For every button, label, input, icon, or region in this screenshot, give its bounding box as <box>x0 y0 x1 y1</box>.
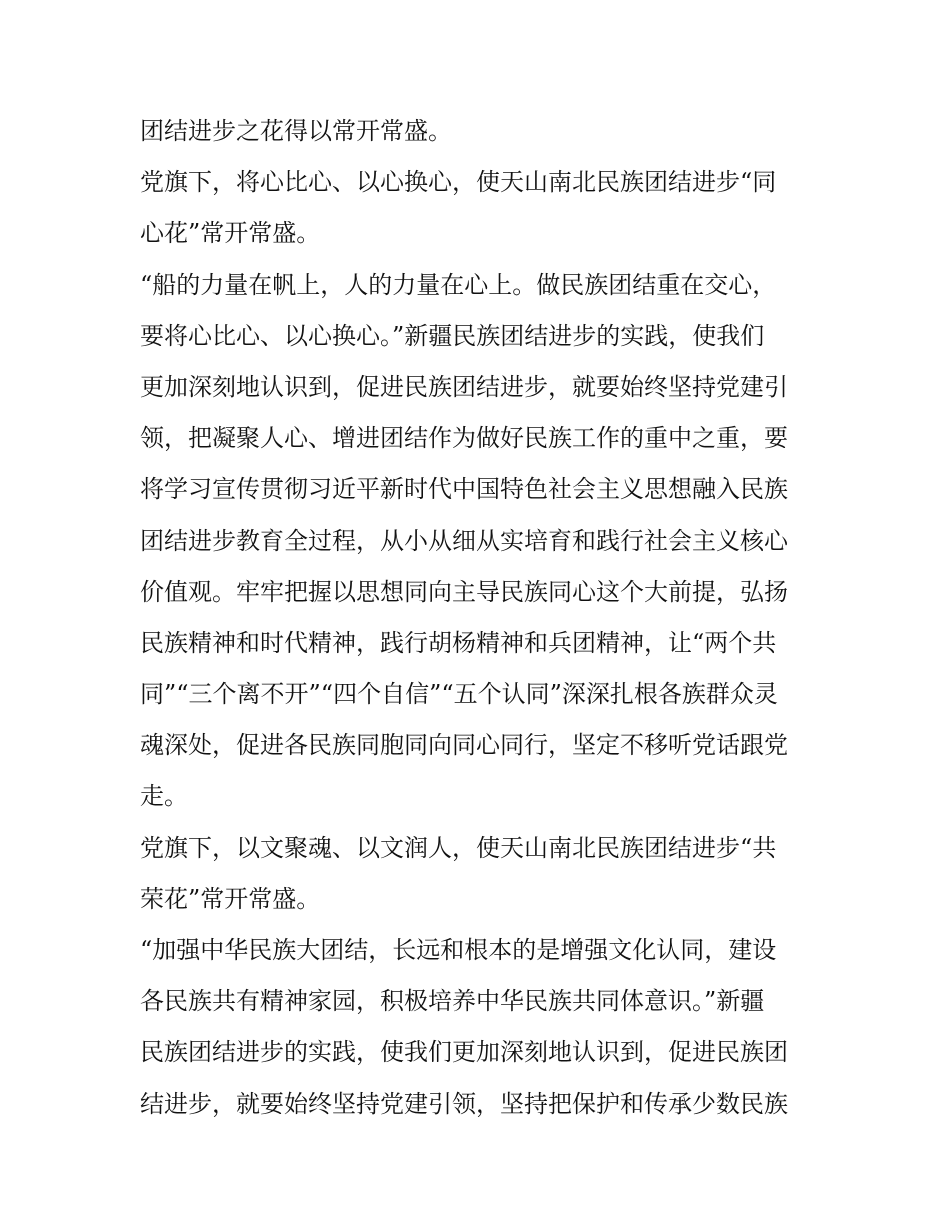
text-line-19: 民族团结进步的实践，使我们更加深刻地认识到，促进民族团 <box>140 1038 788 1067</box>
text-line-11: 民族精神和时代精神，践行胡杨精神和兵团精神，让“两个共 <box>140 628 777 657</box>
text-line-9: 团结进步教育全过程，从小从细从实培育和践行社会主义核心 <box>140 526 788 555</box>
text-line-2: 党旗下，将心比心、以心换心，使天山南北民族团结进步“同 <box>140 168 777 197</box>
text-line-5: 要将心比心、以心换心。”新疆民族团结进步的实践，使我们 <box>140 321 765 350</box>
text-line-8: 将学习宣传贯彻习近平新时代中国特色社会主义思想融入民族 <box>140 475 788 504</box>
text-line-16: 荣花”常开常盛。 <box>140 884 321 913</box>
text-line-12: 同”“三个离不开”“四个自信”“五个认同”深深扎根各族群众灵 <box>140 680 778 709</box>
text-line-13: 魂深处，促进各民族同胞同向同心同行，坚定不移听党话跟党 <box>140 731 788 760</box>
text-line-18: 各民族共有精神家园，积极培养中华民族共同体意识。”新疆 <box>140 987 765 1016</box>
text-line-6: 更加深刻地认识到，促进民族团结进步，就要始终坚持党建引 <box>140 372 788 401</box>
text-line-1: 团结进步之花得以常开常盛。 <box>140 117 452 145</box>
text-line-20: 结进步，就要始终坚持党建引领，坚持把保护和传承少数民族 <box>140 1089 788 1118</box>
text-line-14: 走。 <box>140 782 188 811</box>
text-line-3: 心花”常开常盛。 <box>140 219 321 248</box>
text-line-7: 领，把凝聚人心、增进团结作为做好民族工作的重中之重，要 <box>140 424 788 453</box>
text-line-17: “加强中华民族大团结，长远和根本的是增强文化认同，建设 <box>140 936 777 964</box>
text-line-10: 价值观。牢牢把握以思想同向主导民族同心这个大前提，弘扬 <box>140 577 788 606</box>
text-line-15: 党旗下，以文聚魂、以文润人，使天山南北民族团结进步“共 <box>140 833 777 862</box>
text-line-4: “船的力量在帆上，人的力量在心上。做民族团结重在交心， <box>140 270 777 299</box>
body-text <box>140 106 820 1130</box>
